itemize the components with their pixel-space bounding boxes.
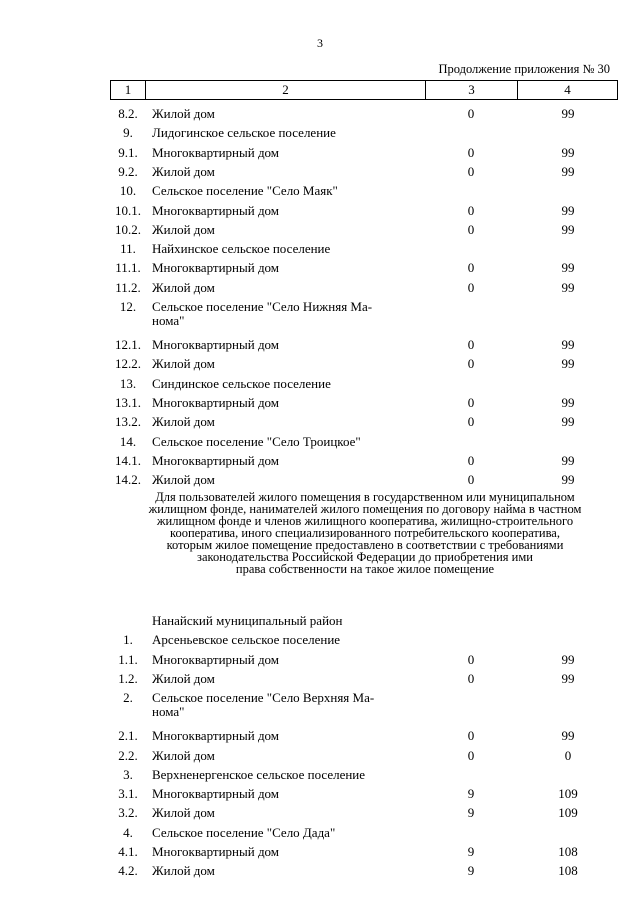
row-col-3: 0: [467, 279, 475, 295]
row-name: Многоквартирный дом: [152, 844, 280, 859]
table-row: [0, 124, 640, 142]
row-number: 3.1.: [118, 786, 138, 802]
row-col-4: 108: [558, 844, 578, 859]
continuation-label: Продолжение приложения № 30: [438, 62, 610, 76]
row-number: 2.: [123, 690, 133, 706]
row-name: Жилой дом: [152, 163, 215, 179]
row-name: Жилой дом: [152, 747, 215, 763]
row-name: Жилой дом: [152, 414, 215, 430]
row-col-3: 0: [467, 144, 475, 160]
table-row: [0, 259, 640, 277]
row-col-4: 99: [561, 163, 575, 179]
row-name: Верхненергенское сельское поселение: [152, 766, 366, 782]
header-col-4: 4: [564, 82, 571, 97]
row-name-line: нома": [152, 704, 185, 720]
row-number: 2.1.: [118, 728, 138, 744]
table-row: [0, 394, 640, 412]
row-col-3: 9: [467, 805, 475, 821]
row-name: Многоквартирный дом: [152, 786, 280, 802]
row-col-4: 99: [561, 394, 575, 410]
row-col-4: 99: [561, 260, 575, 276]
paragraph-line: жилищном фонде и членов жилищного кооператива, жилищно-строительного: [156, 514, 574, 528]
table-row: [0, 612, 640, 630]
row-number: 8.2.: [118, 106, 138, 121]
row-col-4: 99: [561, 728, 575, 744]
row-col-3: 0: [467, 747, 475, 763]
table-row: [0, 824, 640, 842]
table-row: [0, 785, 640, 803]
row-number: 14.1.: [115, 452, 141, 468]
table-row: [0, 336, 640, 354]
row-number: 11.: [120, 241, 136, 257]
table-row: [0, 202, 640, 220]
section-paragraph: [100, 491, 630, 575]
row-name-line: Сельское поселение "Село Верхняя Ма-: [152, 690, 375, 706]
header-col-3: 3: [426, 81, 518, 99]
row-number: 13.1.: [115, 394, 141, 410]
row-name: Жилой дом: [152, 863, 215, 879]
row-number: 9.1.: [118, 144, 138, 160]
row-col-3: 0: [467, 106, 475, 121]
row-name: Многоквартирный дом: [152, 337, 280, 352]
row-col-4: 99: [561, 414, 575, 430]
row-name: Многоквартирный дом: [152, 728, 280, 744]
table-row: [0, 240, 640, 258]
row-col-4: 99: [561, 472, 575, 488]
row-name: Найхинское сельское поселение: [152, 241, 331, 257]
row-col-4: 109: [558, 805, 578, 821]
row-col-3: 0: [467, 472, 475, 488]
table-row: [0, 413, 640, 431]
row-col-3: 9: [467, 786, 475, 802]
row-col-4: 99: [561, 202, 575, 218]
row-col-4: 99: [561, 452, 575, 468]
table-row: [0, 670, 640, 688]
row-col-3: 0: [467, 452, 475, 468]
table-row: [0, 221, 640, 239]
row-number: 1.1.: [118, 651, 138, 667]
row-col-3: 0: [467, 356, 475, 372]
row-number: 4.: [123, 824, 133, 840]
table-row: [0, 471, 640, 489]
row-col-3: 0: [467, 728, 475, 744]
table-row: [0, 747, 640, 765]
row-name: Арсеньевское сельское поселение: [152, 632, 341, 648]
row-number: 13.: [119, 375, 137, 391]
row-name: Жилой дом: [152, 356, 215, 372]
table-row: [0, 766, 640, 784]
table-row: [0, 182, 640, 200]
row-name: Многоквартирный дом: [152, 452, 280, 468]
row-number: 9.2.: [118, 163, 138, 179]
row-name: Многоквартирный дом: [152, 260, 280, 276]
row-number: 10.1.: [115, 202, 141, 218]
table-header: [110, 80, 618, 100]
table-row: [0, 433, 640, 451]
row-col-3: 9: [467, 844, 475, 859]
table-row: [0, 144, 640, 162]
row-name: Жилой дом: [152, 106, 215, 121]
row-number: 10.: [119, 183, 137, 199]
row-number: 3.: [123, 766, 133, 782]
row-number: 11.1.: [115, 260, 141, 276]
row-name: Многоквартирный дом: [152, 651, 280, 667]
row-number: 10.2.: [115, 221, 141, 237]
header-col-1: 1: [111, 81, 146, 99]
row-col-4: 0: [564, 747, 572, 763]
row-col-3: 0: [467, 337, 475, 352]
table-row: [0, 279, 640, 297]
row-col-4: 99: [561, 651, 575, 667]
row-name: Многоквартирный дом: [152, 202, 280, 218]
row-name: Жилой дом: [152, 670, 215, 686]
row-number: 3.2.: [118, 805, 138, 821]
row-name: [152, 300, 422, 328]
paragraph-line: которым жилое помещение предоставлено в соответствии с требованиями: [166, 538, 564, 552]
table-row: [0, 375, 640, 393]
header-col-2: 2: [146, 81, 426, 99]
row-name-line: нома": [152, 313, 185, 328]
table-row: [0, 355, 640, 373]
paragraph-line: Для пользователей жилого помещения в государственном или муниципальном: [155, 490, 575, 504]
row-col-3: 0: [467, 163, 475, 179]
paragraph-line: права собственности на такое жилое помещение: [235, 562, 495, 576]
table-row: [0, 452, 640, 470]
row-name: Жилой дом: [152, 472, 215, 488]
table-row: [0, 862, 640, 880]
row-name: Сельское поселение "Село Маяк": [152, 183, 338, 199]
table-row: [0, 689, 640, 721]
row-name: Жилой дом: [152, 221, 215, 237]
row-number: 4.1.: [118, 844, 138, 859]
row-name: Жилой дом: [152, 279, 215, 295]
table-row: [0, 298, 640, 330]
table-row: [0, 163, 640, 181]
row-number: 11.2.: [115, 279, 141, 295]
row-number: 13.2.: [115, 414, 141, 430]
row-number: 4.2.: [118, 863, 138, 879]
paragraph-line: законодательства Российской Федерации до приобретения ими: [197, 550, 533, 564]
row-number: 1.2.: [118, 670, 138, 686]
row-col-4: 99: [561, 221, 575, 237]
row-col-3: 0: [467, 202, 475, 218]
row-col-4: 99: [561, 144, 575, 160]
row-col-4: 99: [561, 670, 575, 686]
row-number: 2.2.: [118, 747, 138, 763]
table-row: [0, 843, 640, 861]
table-row: [0, 727, 640, 745]
row-number: 14.2.: [115, 472, 141, 488]
row-name: Синдинское сельское поселение: [152, 375, 331, 391]
row-col-3: 0: [467, 414, 475, 430]
row-name: Сельское поселение "Село Троицкое": [152, 433, 361, 449]
row-col-4: 99: [561, 106, 575, 121]
row-name: Жилой дом: [152, 805, 215, 821]
row-number: 12.1.: [115, 337, 141, 352]
row-number: 12.: [119, 299, 137, 314]
table-row: [0, 105, 640, 123]
row-col-3: 0: [467, 260, 475, 276]
row-name: [152, 691, 422, 719]
row-number: 9.: [123, 125, 133, 141]
table-row: [0, 651, 640, 669]
paragraph-line: жилищном фонде, нанимателей жилого помещения по договору найма в частном: [148, 502, 582, 516]
row-name: Нанайский муниципальный район: [152, 613, 343, 628]
row-name: Лидогинское сельское поселение: [152, 125, 336, 141]
row-number: 12.2.: [115, 356, 141, 372]
row-name-line: Сельское поселение "Село Нижняя Ма-: [152, 299, 373, 314]
row-col-4: 99: [561, 279, 575, 295]
row-name: Многоквартирный дом: [152, 394, 280, 410]
row-col-3: 0: [467, 670, 475, 686]
row-col-3: 0: [467, 221, 475, 237]
row-number: 14.: [119, 433, 137, 449]
row-col-3: 0: [467, 651, 475, 667]
row-col-3: 0: [467, 394, 475, 410]
paragraph-line: кооператива, иного специализированного потребительского кооператива,: [170, 526, 560, 540]
table-row: [0, 804, 640, 822]
table-row: [0, 631, 640, 649]
row-col-4: 108: [558, 863, 578, 879]
row-col-4: 99: [561, 337, 575, 352]
row-number: 1.: [123, 632, 133, 648]
row-col-4: 99: [561, 356, 575, 372]
row-name: Многоквартирный дом: [152, 144, 280, 160]
row-name: Сельское поселение "Село Дада": [152, 824, 336, 840]
page-number: 3: [317, 36, 323, 50]
row-col-3: 9: [467, 863, 475, 879]
row-col-4: 109: [558, 786, 578, 802]
